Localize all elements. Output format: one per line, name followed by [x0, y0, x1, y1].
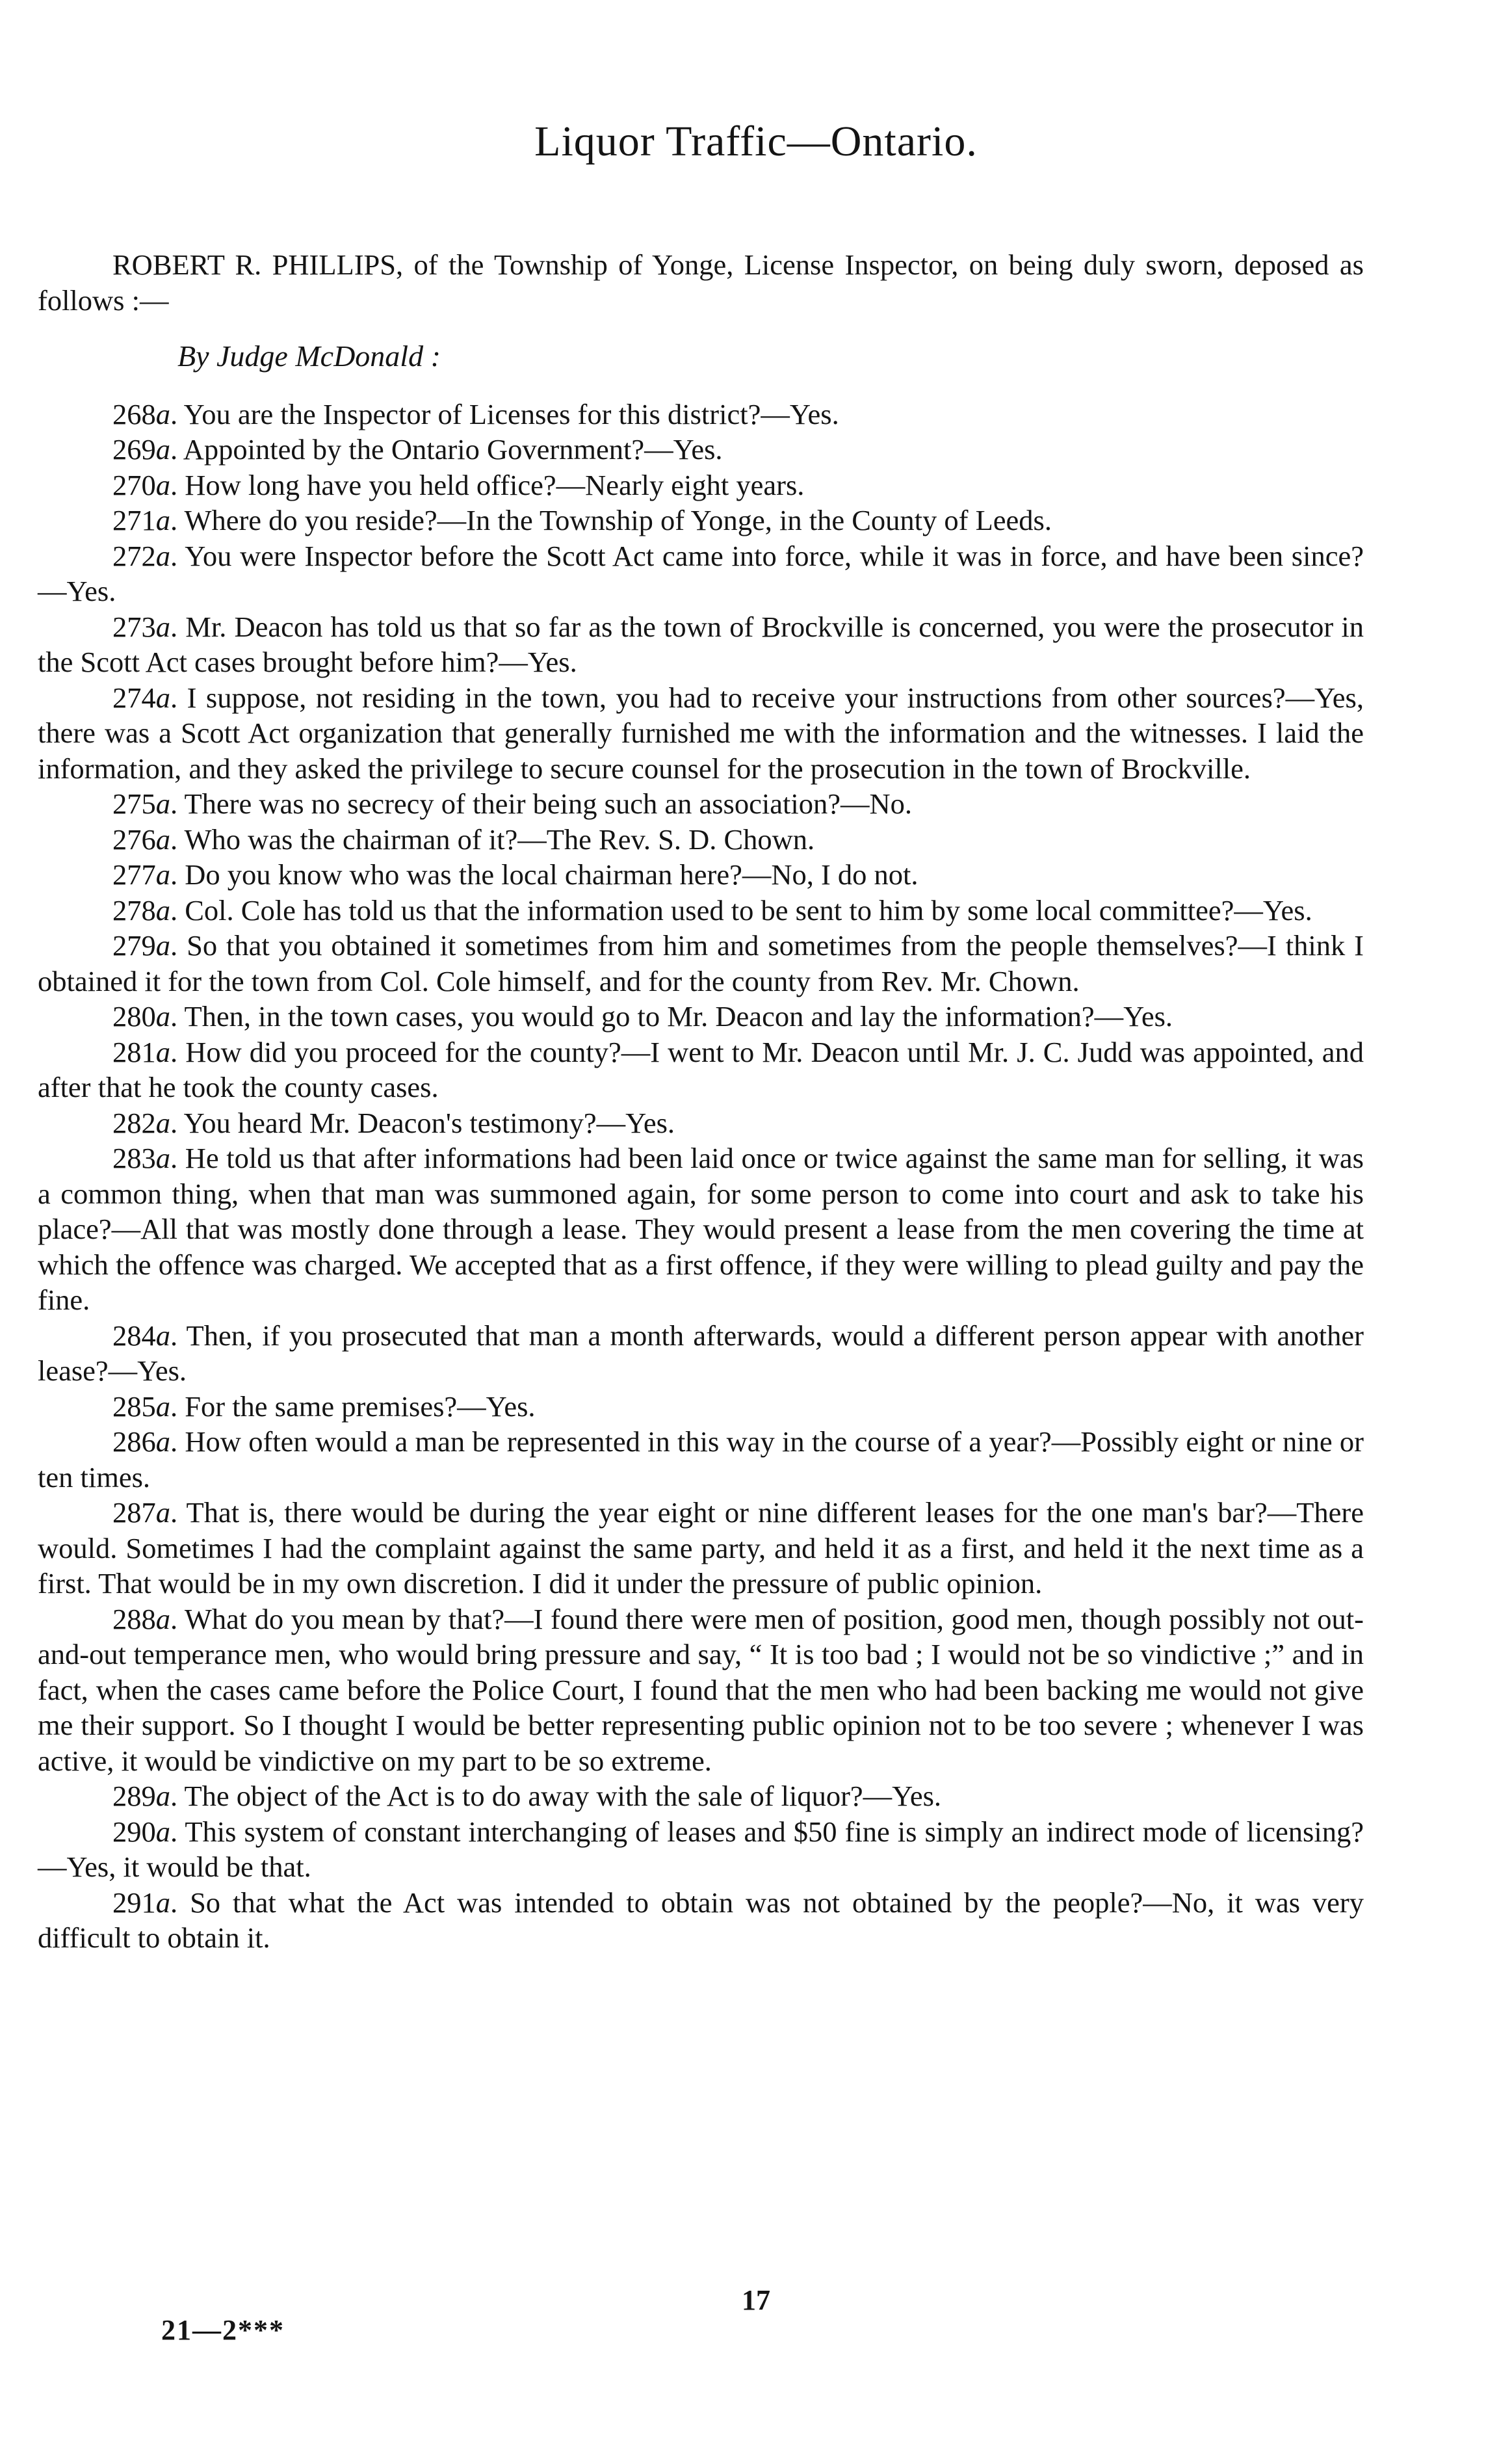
- question-number: 289a.: [112, 1780, 185, 1812]
- question-paragraph: [38, 609, 1364, 680]
- question-text: How long have you held office?—Nearly eight years.: [185, 468, 805, 501]
- question-text: You were Inspector before the Scott Act came into force, while it was in force, and have been since?—Yes.: [38, 539, 1364, 607]
- question-text: What do you mean by that?—I found there were men of position, good men, though possibly not out-and-out temperance men, who would bring pressure and say, “ It is too bad ; I would not be so vindictive ;” and in fact, when the cases came before the Police Court, I found that the men who had been backing me would not give me their support. So I thought I would be better representing public opinion not to be too severe ; whenever I was active, it would be vindictive on my part to be so extreme.: [38, 1602, 1364, 1777]
- question-number: 273a.: [112, 610, 186, 643]
- question-number: 275a.: [112, 787, 185, 820]
- question-number: 283a.: [112, 1142, 185, 1174]
- question-text: This system of constant interchanging of leases and $50 fine is simply an indirect mode of licensing?—Yes, it would be that.: [38, 1815, 1364, 1883]
- question-paragraph: [38, 1140, 1364, 1318]
- question-paragraph: [38, 893, 1364, 929]
- question-number: 269a.: [112, 433, 183, 466]
- question-text: Col. Cole has told us that the information used to be sent to him by some local committee?—Yes.: [185, 893, 1312, 927]
- question-number: 274a.: [112, 681, 187, 714]
- question-number: 279a.: [112, 929, 187, 962]
- question-paragraph: [38, 432, 1364, 468]
- question-paragraph: [38, 468, 1364, 503]
- page-title: Liquor Traffic—Ontario.: [534, 118, 978, 165]
- question-paragraph: [38, 822, 1364, 858]
- question-number: 282a.: [112, 1106, 184, 1139]
- question-text: So that you obtained it sometimes from him and sometimes from the people themselves?—I think I obtained it for the town from Col. Cole himself, and for the county from Rev. Mr. Chown.: [38, 929, 1364, 997]
- question-number: 271a.: [112, 504, 185, 536]
- question-number: 272a.: [112, 539, 185, 572]
- question-text: That is, there would be during the year eight or nine different leases for the one man's bar?—There would. Sometimes I had the complaint against the same party, and held it as a first, and held it the next time as a first. That would be in my own discretion. I did it under the pressure of public opinion.: [38, 1496, 1364, 1600]
- question-text: Do you know who was the local chairman here?—No, I do not.: [185, 858, 919, 891]
- examiner-byline: By Judge McDonald :: [177, 339, 441, 373]
- question-number: 277a.: [112, 858, 185, 891]
- question-paragraph: [38, 538, 1364, 609]
- question-paragraph: [38, 680, 1364, 787]
- question-paragraph: [38, 1885, 1364, 1956]
- question-paragraph: [38, 1389, 1364, 1425]
- question-number: 284a.: [112, 1319, 187, 1352]
- question-text: Mr. Deacon has told us that so far as the town of Brockville is concerned, you were the prosecutor in the Scott Act cases brought before him?—Yes.: [38, 610, 1364, 678]
- question-text: So that what the Act was intended to obtain was not obtained by the people?—No, it was very difficult to obtain it.: [38, 1886, 1364, 1954]
- question-number: 291a.: [112, 1886, 190, 1919]
- question-number: 270a.: [112, 468, 185, 501]
- question-text: There was no secrecy of their being such an association?—No.: [184, 787, 912, 820]
- question-paragraph: [38, 1318, 1364, 1389]
- question-text: How often would a man be represented in this way in the course of a year?—Possibly eight or nine or ten times.: [38, 1425, 1364, 1494]
- question-number: 276a.: [112, 823, 185, 856]
- question-number: 290a.: [112, 1815, 185, 1848]
- question-text: Then, in the town cases, you would go to Mr. Deacon and lay the information?—Yes.: [184, 1000, 1173, 1033]
- question-paragraph: [38, 1778, 1364, 1814]
- question-number: 278a.: [112, 893, 185, 927]
- question-paragraph: [38, 397, 1364, 432]
- question-paragraph: [38, 1814, 1364, 1885]
- question-number: 285a.: [112, 1390, 185, 1423]
- question-number: 287a.: [112, 1496, 187, 1529]
- question-paragraph: [38, 1601, 1364, 1779]
- question-paragraph: [38, 1424, 1364, 1495]
- question-text: You are the Inspector of Licenses for this district?—Yes.: [183, 397, 839, 430]
- question-number: 288a.: [112, 1602, 185, 1635]
- question-paragraph: [38, 999, 1364, 1034]
- question-text: Who was the chairman of it?—The Rev. S. D. Chown.: [184, 823, 815, 856]
- question-number: 280a.: [112, 1000, 185, 1033]
- question-paragraph: [38, 1495, 1364, 1601]
- page-number: 17: [742, 2284, 770, 2316]
- question-text: How did you proceed for the county?—I went to Mr. Deacon until Mr. J. C. Judd was appointed, and after that he took the county cases.: [38, 1035, 1364, 1103]
- question-text: You heard Mr. Deacon's testimony?—Yes.: [183, 1106, 675, 1139]
- question-paragraph: [38, 786, 1364, 822]
- question-paragraph: [38, 857, 1364, 893]
- question-text: The object of the Act is to do away with the sale of liquor?—Yes.: [184, 1780, 942, 1812]
- intro-paragraph: ROBERT R. PHILLIPS, of the Township of Yonge, License Inspector, on being duly sworn, deposed as follows :—: [38, 248, 1364, 317]
- question-text: Where do you reside?—In the Township of Yonge, in the County of Leeds.: [184, 504, 1052, 536]
- question-number: 268a.: [112, 397, 184, 430]
- printer-signature: 21—2***: [161, 2314, 285, 2346]
- question-list: [38, 397, 1364, 1956]
- question-paragraph: [38, 928, 1364, 999]
- question-number: 281a.: [112, 1035, 186, 1068]
- question-paragraph: [38, 1105, 1364, 1141]
- question-text: Appointed by the Ontario Government?—Yes.: [183, 433, 723, 466]
- question-text: For the same premises?—Yes.: [185, 1390, 536, 1423]
- question-number: 286a.: [112, 1425, 185, 1458]
- question-paragraph: [38, 1034, 1364, 1105]
- question-text: I suppose, not residing in the town, you had to receive your instructions from other sources?—Yes, there was a Scott Act organization that generally furnished me with the information and the witnesses. I laid the information, and they asked the privilege to secure counsel for the prosecution in the town of Brockville.: [38, 681, 1364, 785]
- testimony-body: [38, 247, 1364, 1956]
- question-text: Then, if you prosecuted that man a month afterwards, would a different person appear with another lease?—Yes.: [38, 1319, 1364, 1387]
- question-paragraph: [38, 503, 1364, 538]
- question-text: He told us that after informations had been laid once or twice against the same man for selling, it was a common thing, when that man was summoned again, for some person to come into court and ask to take his place?—All that was mostly done through a lease. They would present a lease from the men covering the time at which the offence was charged. We accepted that as a first offence, if they were willing to plead guilty and pay the fine.: [38, 1142, 1364, 1316]
